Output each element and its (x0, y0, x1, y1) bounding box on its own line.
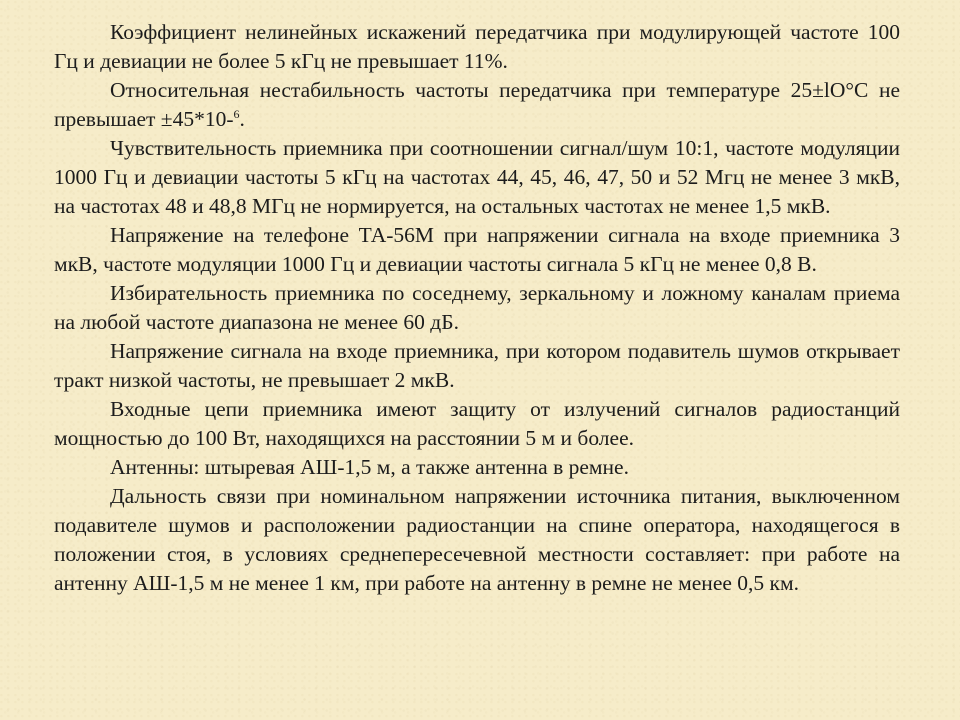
paragraph-nonlinear-distortion: Коэффициент нелинейных искажений передатчика при модулирующей частоте 100 Гц и девиации не более 5 кГц не превышает 11%. (54, 20, 900, 73)
paragraph-phone-voltage: Напряжение на телефоне ТА-56М при напряжении сигнала на входе приемника 3 мкВ, частоте модуляции 1000 Гц и девиации частоты сигнала 5 кГц не менее 0,8 В. (54, 223, 900, 276)
paragraph-selectivity: Избирательность приемника по соседнему, зеркальному и ложному каналам приема на любой частоте диапазона не менее 60 дБ. (54, 281, 900, 334)
paragraph-antennas: Антенны: штыревая АШ-1,5 м, а также антенна в ремне. (110, 455, 629, 479)
frequency-instability-end: . (239, 107, 245, 131)
exponent-superscript: 6 (233, 107, 240, 121)
document-slide (54, 18, 900, 598)
paragraph-frequency-instability (54, 76, 900, 134)
frequency-instability-text: Относительная нестабильность частоты передатчика при температуре 25±lO°C не превышает ±45*10- (54, 78, 900, 131)
paragraph-input-protection: Входные цепи приемника имеют защиту от излучений сигналов радиостанций мощностью до 100 Вт, находящихся на расстоянии 5 м и более. (54, 397, 900, 450)
paragraph-receiver-sensitivity: Чувствительность приемника при соотношении сигнал/шум 10:1, частоте модуляции 1000 Гц и девиации частоты 5 кГц на частотах 44, 45, 46, 47, 50 и 52 Мгц не менее 3 мкВ, на частотах 48 и 48,8 МГц не нормируется, на остальных частотах не менее 1,5 мкВ. (54, 136, 900, 218)
paragraph-squelch-voltage: Напряжение сигнала на входе приемника, при котором подавитель шумов открывает тракт низкой частоты, не превышает 2 мкВ. (54, 339, 900, 392)
paragraph-communication-range: Дальность связи при номинальном напряжении источника питания, выключенном подавителе шумов и расположении радиостанции на спине оператора, находящегося в положении стоя, в условиях среднепересечевной местности составляет: при работе на антенну АШ-1,5 м не менее 1 км, при работе на антенну в ремне не менее 0,5 км. (54, 484, 900, 595)
